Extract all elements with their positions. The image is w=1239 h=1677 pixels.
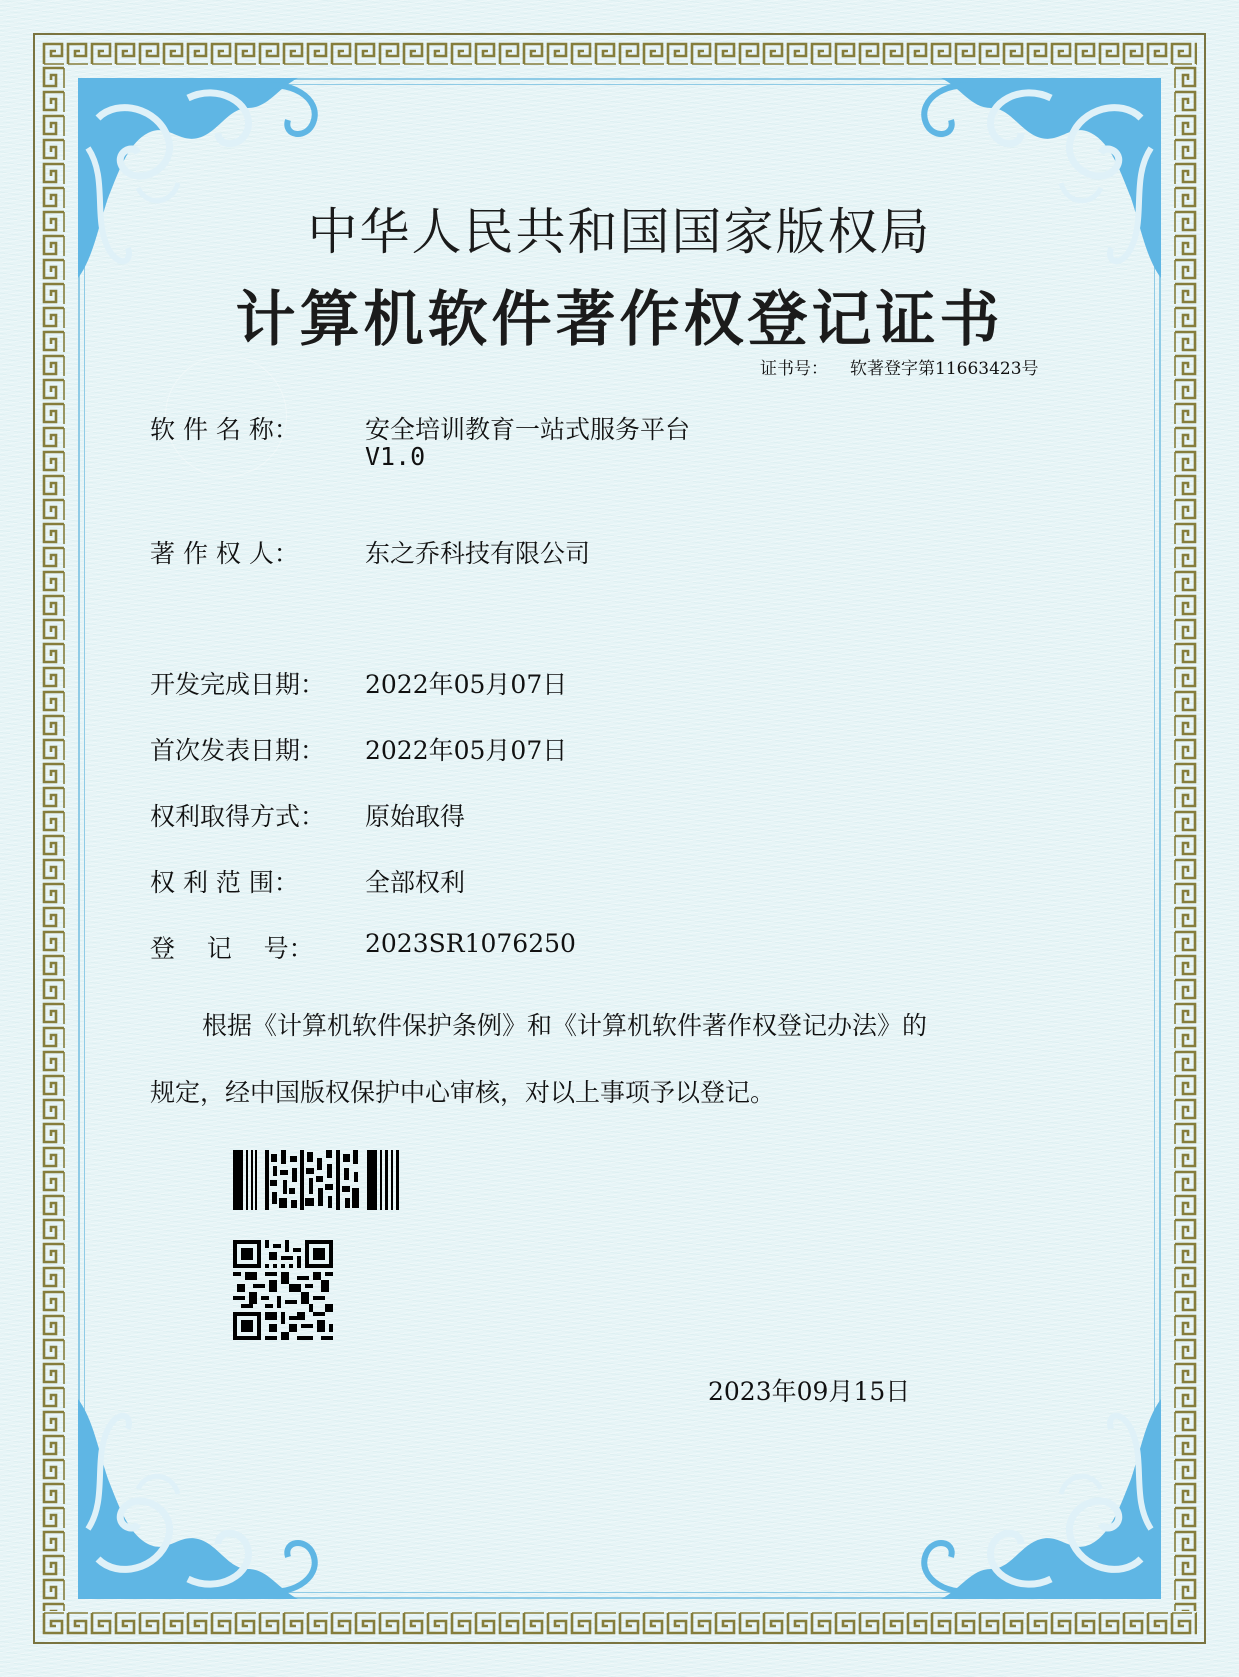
qr-code-icon — [233, 1240, 333, 1340]
field-value: 2022年05月07日 — [365, 736, 568, 765]
field-copyright-owner — [150, 534, 591, 570]
field-label: 权 利 范 围： — [150, 868, 299, 897]
greek-key-border-bottom — [42, 1611, 1197, 1635]
field-software-name — [150, 410, 691, 471]
issuing-authority: 中华人民共和国国家版权局 — [307, 203, 932, 261]
field-value: 安全培训教育一站式服务平台 — [365, 415, 691, 444]
field-label: 权利取得方式： — [150, 802, 326, 831]
legal-statement-line-1: 根据《计算机软件保护条例》和《计算机软件著作权登记办法》的 — [202, 1011, 928, 1040]
field-value: 原始取得 — [365, 802, 466, 831]
field-registration-number — [150, 929, 576, 965]
legal-statement-line-2: 规定，经中国版权保护中心审核，对以上事项予以登记。 — [150, 1078, 776, 1107]
certificate-number-value: 软著登字第11663423号 — [850, 359, 1039, 379]
corner-ornament-bottom-right-icon — [901, 1399, 1161, 1599]
field-value: 2023SR1076250 — [365, 929, 576, 958]
greek-key-border-top — [42, 42, 1197, 66]
issue-date: 2023年09月15日 — [708, 1377, 911, 1406]
field-rights-scope — [150, 863, 466, 899]
field-label: 开发完成日期： — [150, 670, 326, 699]
field-label: 软 件 名 称： — [150, 415, 299, 444]
pdf417-barcode-icon — [233, 1150, 399, 1210]
field-value: 全部权利 — [365, 868, 466, 897]
legal-statement — [150, 992, 1050, 1126]
corner-ornament-bottom-left-icon — [78, 1399, 338, 1599]
field-value: 东之乔科技有限公司 — [365, 539, 591, 568]
field-value: 2022年05月07日 — [365, 670, 568, 699]
certificate-title: 计算机软件著作权登记证书 — [235, 285, 1004, 355]
field-first-publication-date — [150, 731, 568, 767]
field-development-date — [150, 665, 568, 701]
field-label: 首次发表日期： — [150, 736, 326, 765]
certificate-number-label: 证书号： — [760, 359, 828, 379]
field-value-version: V1.0 — [365, 442, 426, 471]
field-label: 登 记 号： — [150, 934, 314, 963]
field-label: 著 作 权 人： — [150, 539, 299, 568]
field-acquisition-method — [150, 797, 466, 833]
certificate-number — [760, 354, 1039, 379]
